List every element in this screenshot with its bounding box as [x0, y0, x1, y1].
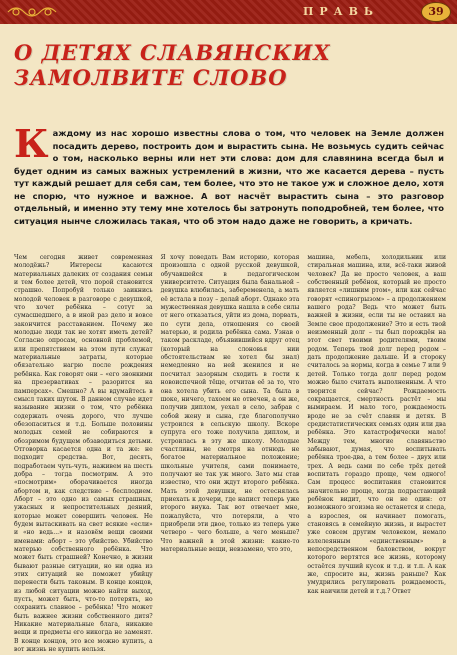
section-label: ПРАВЬ — [303, 5, 379, 18]
ornament-icon — [6, 2, 66, 22]
column-1: Чем сегодня живет современная молодёжь? Интересы касаются материальных далеких от создания семьи и тем более детей, что порой становится страшно. Попробуй только заикнись молодой человек в разговоре с девушкой, что хочет ребёнка – сотут за сумасшедшего, а в иной раз дело и вовсе закончится расставанием. Почему же молодые люди так не хотят иметь детей? Согласно опросам, основной проблемой, или препятствием на этом пути служат материальные затраты, которые обязательно нагрю после рождения ребёнка. Как говорят они – «его звонкими на презервативах – разорится на памперсах». Смешно? А вы вдумайтесь в смысл таких шуток. В данном случае идет называние жизни о том, что ребёнка содержать очень дорого, что лучше обезопаситься и т.д. Больше половины молодых семей не собираются в обозримом будущем обзаводиться детьми. Отговорка касается одна и та же: не подходит средства. Вот, десять, подработаем чуть-чуть, наживем на шесть добра – тогда посмотрим. А это «посмотрим» оборачивается иногда абортом и, как следствие – бесплодием. Аборт – это одно из самых страшных, ужасных и непростительных деяний, которые может совершить человек. Не будем вытаскивать на свет всякие «если» и «но ведь...» и назовём вещи своими именами: аборт – это убийство. Убийство матерью собственного ребёнка. Что может быть страшней? Конечно, в жизни бывают разные ситуации, но ни одна из этих ситуаций не поможет убийцу перенести быть таковым. В конце концов, из любой ситуации можно найти выход, пусть, может быть, что-то потерять, но сохранить славное – ребёнка! Что может быть важнее жизни собственного дитя? Никакие материальные блага, никакие вещи и предметы его никогда не заменят. В конце концов, это все можно купить, а вот жизнь не купить нельзя. — [14, 254, 153, 654]
dropcap: К — [14, 121, 49, 166]
page-number: 39 — [421, 2, 451, 22]
article-title: О ДЕТЯХ СЛАВЯНСКИХ ЗАМОЛВИТЕ СЛОВО — [14, 40, 331, 90]
intro-paragraph — [14, 121, 444, 227]
intro-text: аждому из нас хорошо известны слова о том, что человек на Земле должен посадить дерево, построить дом и вырастить сына. Не возьмусь судить сейчас о том, насколько верны или нет эти слова: дом для славянина всегда был и будет одним из самых важных устремлений в жизни, что же касается дерева – пусть тут каждый решает для себя сам, тем более, что это не такое уж и сложное дело, хотя не спорю, что нужное и важное. А вот насчёт вырастить сына – это разговор отдельный, и именно эту тему мне хотелось бы затронуть поподробней, тем более, что ситуация нынче сложилась такая, что об этом надо даже не говорить, а кричать. — [14, 128, 444, 226]
header-bar — [0, 0, 457, 24]
column-2: Я хочу поведать Вам историю, которая произошла с одной русской девушкой, обучавшейся в педагогическом университете. Ситуация была банальной – девушка влюбилась, забеременела, а мать её встала в позу – делай аборт. Однако эта мужественная девушка нашла в себе силы от него отказаться, уйти из дома, порвать, по сути дела, отношения со своей матерью, и родила ребёнка сама. Узнав о таком раскладе, объявившийся вдруг отец (который на слоновья нии обстоятельствам не хотел бы знал) немедленно на ней женился и не посчитал зазорным сходить в гости к новоиспечной тёще, отчитав её за то, что она хотела убить его сына. Та была в шоке, ничего, тахоем не отвечен, а он же, получив диплом, уехал в село, забрав с собой жену и сына, где благополучно устроился в сельскую школу. Вскоре супруга его тоже получила диплом, и устроилась в эту же школу. Молодые счастливы, не смотря на отнюдь не богатое материальное положение; школьные учителя, сами понимаете, получают не так уж много. Зато мы став известно, что они ждут второго ребёнка. Мать этой девушки, не остеснялась приехать к дочери, где напист теперь уже второго внука. Так вот отвечает мне, пожалуйста, что потеряли, а что приобрели эти двое, только из теперь уже четверо – чего больше, а чего меньше? Что важней в этой жизни: какие-то материальные вещи, невзамено, что это, — [160, 254, 300, 554]
article-body — [14, 254, 447, 654]
column-3: машина, мебель, холодильник или стиральная машина, или, всё-таки живой человек? Да не просто человек, а ваш собственный ребёнок, который не просто является «лишним ртом», или как сейчас говорят «спиногрызом» – а продолжением вашего рода? Ведь что может быть важней в жизни, если ты не оставил на Земле свое продолжение? Это и есть твой неизменный долг – ты был порождён на этот свет твоими родителями, твоим родом. Теперь твой долг перед родом – дать продолжение дальше. И в стороку считалось за нормы, когда в семье 7 или 9 детей. Только тогда долг перед родом можно было считать выполненным. А что творится сейчас? Рождаемость сокращается, смертность растёт – мы вымираем. И мало того, рождаемость вроде не за счёт славян и детях. В средистатистических семьях один или два ребёнка. Это катастрофически мало! Между тем, многие славяньство забывают, думая, что воспитывать ребёнка трое-два, а тем более – двух или трех. А ведь сами по себе трёх детей воспитать гораздо проще, чем одного! Сам процесс воспитания становится значительно проще, когда подрастающий ребёнок видит, что он не один: от возможного эгоизма не останется и следа, а взрослея, он начинает помогать, становясь в семейную жизнь, и вырастет уже совсем другим человеком, немало взлелеянным «единственным» в непосредственном баловством, вокруг которого вертятся все жизнь, которому остаётся лучший кусок и т.д. и т.п. А как же, спросите вы, жизнь раньше? Как умудрились регулировать рождаемость, как наичили детей и т.д.? Ответ — [307, 254, 447, 595]
